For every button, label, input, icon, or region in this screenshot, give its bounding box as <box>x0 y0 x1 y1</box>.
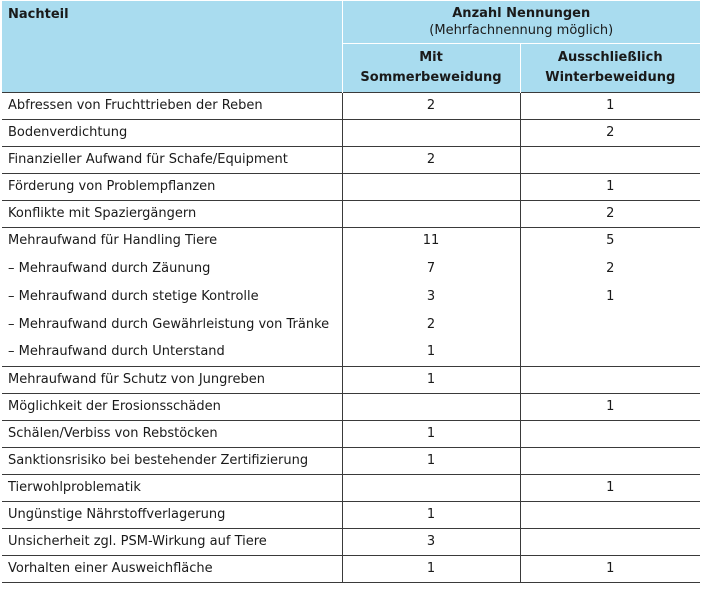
header-win-line1: Ausschließlich <box>557 49 663 65</box>
row-label: Unsicherheit zgl. PSM-Wirkung auf Tiere <box>2 528 342 555</box>
row-mit-value: 1 <box>342 420 520 447</box>
table-row <box>2 338 700 366</box>
row-label: – Mehraufwand durch Gewährleistung von Tränke <box>2 310 342 338</box>
row-win-value <box>520 420 700 447</box>
row-win-value <box>520 528 700 555</box>
row-mit-value: 1 <box>342 501 520 528</box>
row-label: Förderung von Problempflanzen <box>2 173 342 200</box>
row-label: Finanzieller Aufwand für Schafe/Equipment <box>2 146 342 173</box>
table-row <box>2 528 700 555</box>
row-label: Vorhalten einer Ausweichfläche <box>2 555 342 582</box>
row-win-value: 1 <box>520 393 700 420</box>
row-label: Mehraufwand für Schutz von Jungreben <box>2 366 342 393</box>
table-body <box>2 92 700 582</box>
row-win-value <box>520 338 700 366</box>
row-label: – Mehraufwand durch Unterstand <box>2 338 342 366</box>
header-winterbeweidung <box>520 43 700 92</box>
row-win-value: 2 <box>520 200 700 227</box>
table-row <box>2 555 700 582</box>
table-row <box>2 200 700 227</box>
row-label: Konflikte mit Spaziergängern <box>2 200 342 227</box>
row-mit-value <box>342 474 520 501</box>
row-label: Ungünstige Nährstoffverlagerung <box>2 501 342 528</box>
row-mit-value: 11 <box>342 227 520 254</box>
row-win-value: 5 <box>520 227 700 254</box>
row-mit-value: 2 <box>342 310 520 338</box>
header-win-line2: Winterbeweidung <box>545 69 676 85</box>
header-anzahl-subtitle: (Mehrfachnennung möglich) <box>429 23 614 38</box>
row-mit-value <box>342 173 520 200</box>
row-mit-value: 1 <box>342 366 520 393</box>
table-row <box>2 173 700 200</box>
row-label: Schälen/Verbiss von Rebstöcken <box>2 420 342 447</box>
row-mit-value: 1 <box>342 338 520 366</box>
table-container <box>2 1 700 583</box>
row-win-value: 1 <box>520 173 700 200</box>
row-win-value: 2 <box>520 119 700 146</box>
header-anzahl-nennungen <box>342 1 700 43</box>
row-mit-value <box>342 200 520 227</box>
row-mit-value: 1 <box>342 447 520 474</box>
table-row <box>2 146 700 173</box>
table-row <box>2 474 700 501</box>
row-label: Tierwohlproblematik <box>2 474 342 501</box>
row-mit-value: 1 <box>342 555 520 582</box>
header-anzahl-title: Anzahl Nennungen <box>452 6 591 21</box>
row-label: Bodenverdichtung <box>2 119 342 146</box>
disadvantages-table <box>2 1 700 583</box>
table-row <box>2 501 700 528</box>
row-win-value: 1 <box>520 474 700 501</box>
row-win-value <box>520 447 700 474</box>
row-label: Sanktionsrisiko bei bestehender Zertifizierung <box>2 447 342 474</box>
table-row <box>2 393 700 420</box>
row-win-value: 1 <box>520 555 700 582</box>
table-row <box>2 366 700 393</box>
table-row <box>2 282 700 310</box>
header-nachteil: Nachteil <box>2 1 342 92</box>
table-row <box>2 447 700 474</box>
row-mit-value: 7 <box>342 254 520 282</box>
row-label: Mehraufwand für Handling Tiere <box>2 227 342 254</box>
header-mit-line1: Mit <box>419 49 443 65</box>
table-row <box>2 310 700 338</box>
row-win-value <box>520 146 700 173</box>
row-win-value: 1 <box>520 92 700 119</box>
table-row <box>2 119 700 146</box>
header-mit-line2: Sommerbeweidung <box>360 69 502 85</box>
row-win-value: 1 <box>606 288 615 304</box>
row-mit-value <box>342 119 520 146</box>
table-row <box>2 92 700 119</box>
row-win-value <box>520 501 700 528</box>
row-mit-value: 3 <box>342 528 520 555</box>
row-mit-value: 3 <box>342 282 520 310</box>
row-mit-value: 2 <box>342 146 520 173</box>
row-label: Abfressen von Fruchttrieben der Reben <box>2 92 342 119</box>
row-mit-value: 2 <box>342 92 520 119</box>
row-label: – Mehraufwand durch Zäunung <box>2 254 342 282</box>
row-win-value: 2 <box>606 260 615 276</box>
row-win-value <box>520 366 700 393</box>
table-row <box>2 227 700 254</box>
row-mit-value <box>342 393 520 420</box>
table-row <box>2 254 700 282</box>
header-mit-sommerbeweidung <box>342 43 520 92</box>
row-label: Möglichkeit der Erosionsschäden <box>2 393 342 420</box>
row-win-value <box>520 310 700 338</box>
table-row <box>2 420 700 447</box>
row-label: – Mehraufwand durch stetige Kontrolle <box>2 282 342 310</box>
